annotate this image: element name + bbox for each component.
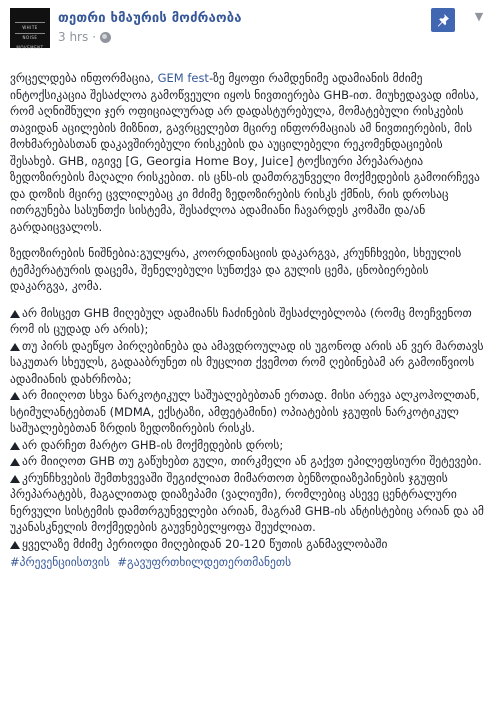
post-timestamp[interactable]: 3 hrs: [58, 30, 89, 44]
list-item: არ მიიღოთ სხვა ნარკოტიკულ საშუალებებთან ერთად. მისი არევა ალკოჰოლთან, სტიმულანტებთან (MDMA, ექსტაზი, ამფეტამინი) ოპიატების ჯგუფის ნარკოტიკულ საშუალებებთან ზრდის ზედოზირების რისკს.: [10, 388, 480, 435]
triangle-bullet-icon: [10, 458, 20, 466]
post-meta: [58, 8, 431, 44]
triangle-bullet-icon: [10, 541, 20, 549]
post-recommendations: [10, 305, 486, 553]
page-avatar[interactable]: [10, 8, 50, 48]
post-paragraph-intro: ვრცელდება ინფორმაცია, GEM fest-ზე მყოფი რამდენიმე ადამიანის მძიმე ინტოქსიკაცია შესაძლოა გამოწვეული იყოს ნივთიერება GHB-ით. მიუხედავად იმისა, რომ აღნიშნული ჯერ ოფიციალურად არ დადასტურებულა, მომატებული რისკების თავიდან აცილების მიზნით, გავრცელებთ მცირე ინფორმაციას ამ ნივთიერების, მის მოხმარებასთან დაკავშირებული რისკების და აუცილებელი რეკომენდაციების შესახებ. GHB, იგივე [G, Georgia Home Boy, Juice] ტოქსიური პრეპარატია ზედოზირების მაღალი რისკებით. ის ცნს-ის დამთრგუნველი მოქმედების გამოირჩევა და დოზის მცირე ცვლილებაც კი მძიმე ზედოზირების რისკს ქმნის, რის დროსაც ითრგუნება სასუნთქი სისტემა, შესაძლოა ადამიანი ჩავარდეს კომაში და/ან გარდაიცვალოს.: [10, 71, 480, 234]
gem-fest-link[interactable]: GEM fest: [157, 71, 209, 85]
list-item: თუ პირს დაეწყო პირღებინება და ამავდროულად ის უგონოდ არის ან ვერ მართავს საკუთარ სხეულს, გადააბრუნეთ ის მუცლით ქვემოთ რომ ღებინებამ არ გამოიწვიოს ადამიანის დახრჩობა;: [10, 338, 484, 386]
post-header: [10, 8, 487, 56]
triangle-bullet-icon: [10, 392, 20, 400]
pin-button[interactable]: [431, 8, 455, 32]
avatar-logo-text: WHITE NOISE MOVEMENT: [15, 22, 45, 34]
post-timeline: [58, 30, 431, 44]
post-paragraph-symptoms: ზედოზირების ნიშნებია:გულყრა, კოორდინაციის დაკარგვა, კრუნჩხვები, სხეულის ტემპერატურის დაცემა, შენელებული სუნთქვა და გულის ცემა, ცნობიერების დაკარგვა, კომა.: [10, 246, 462, 293]
list-item: ყველაზე მძიმე პერიოდი მიღებიდან 20-120 წუთის განმავლობაში: [10, 536, 486, 553]
list-item: არ დარჩეთ მარტო GHB-ის მოქმედების დროს;: [10, 437, 486, 454]
hashtag-link[interactable]: #პრევენციისთვის: [10, 555, 110, 569]
post-body: [10, 70, 486, 571]
separator-dot: ·: [92, 30, 97, 44]
triangle-bullet-icon: [10, 442, 20, 450]
hashtag-link[interactable]: #გავუფრთხილდეთერთმანეთს: [117, 555, 292, 569]
triangle-bullet-icon: [10, 310, 20, 318]
pin-icon: [436, 13, 450, 27]
list-item: არ მიიღოთ GHB თუ გაწუხებთ გული, თირკმელი ან გაქვთ ეპილეფსიური შეტევები.: [10, 453, 486, 470]
chevron-down-icon[interactable]: ▼: [474, 9, 484, 23]
globe-icon[interactable]: [100, 32, 111, 43]
list-item: კრუნჩხვების შემთხვევაში შეგიძლიათ მიმართოთ ბენზოდიაზეპინების ჯგუფის პრეპარატებს, მაგალითად დიაზეპამი (ვალიუმი), რომლებიც ასევე ცენტრალური ნერვული სისტემის დამთრგუნველები არიან, მაგრამ GHB-ის ანტისტებიც არიან და ამ უკანასკნელის მოქმედების გაუვნებელყოფა შეუძლიათ.: [10, 470, 484, 534]
triangle-bullet-icon: [10, 343, 20, 351]
hashtag-list: [10, 554, 486, 571]
list-item: არ მისცეთ GHB მიღებულ ადამიანს ჩაძინების შესაძლებლობა (რომც მოეჩვენოთ რომ ის ცუდად არ არის);: [10, 305, 472, 336]
page-name-link[interactable]: თეთრი ხმაურის მოძრაობა: [58, 11, 242, 26]
triangle-bullet-icon: [10, 475, 20, 483]
